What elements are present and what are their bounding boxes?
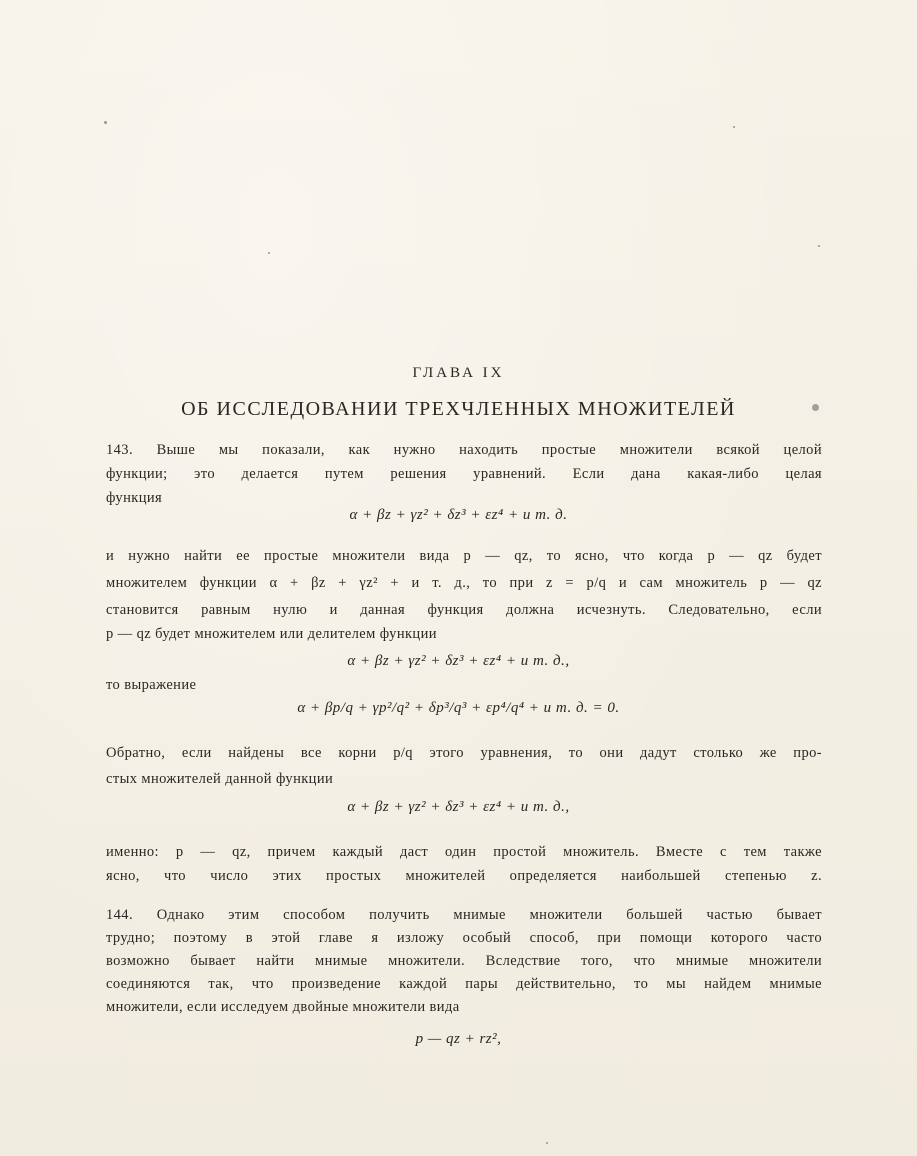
- ink-mark: [812, 404, 819, 411]
- paragraph-144-line-4: соединяются так, что произведение каждой пары действительно, то мы найдем мнимые: [106, 976, 822, 992]
- formula-series-4: α + βz + γz² + δz³ + εz⁴ + и т. д.,: [347, 799, 570, 815]
- page-speck: [104, 121, 107, 124]
- paragraph-143b-line-4: p — qz будет множителем или делителем функции: [106, 626, 437, 642]
- paragraph-143c-line-2: стых множителей данной функции: [106, 771, 334, 787]
- paragraph-143-line-2: функции; это делается путем решения уравнений. Если дана какая-либо целая: [106, 466, 822, 482]
- page-speck: [268, 252, 270, 254]
- paragraph-143d-line-1: именно: p — qz, причем каждый даст один простой множитель. Вместе с тем также: [106, 844, 822, 860]
- paragraph-143b-line-3: становится равным нулю и данная функция должна исчезнуть. Следовательно, если: [106, 602, 822, 618]
- page-speck: [818, 245, 820, 247]
- paragraph-144-line-2: трудно; поэтому в этой главе я изложу особый способ, при помощи которого часто: [106, 930, 822, 946]
- formula-quadratic-factor: p — qz + rz²,: [415, 1031, 502, 1047]
- to-expression-label: то выражение: [106, 677, 197, 693]
- paragraph-143b-line-2: множителем функции α + βz + γz² + и т. д., то при z = p/q и сам множитель p — qz: [106, 575, 822, 591]
- paragraph-143c-line-1: Обратно, если найдены все корни p/q этого уравнения, то они дадут столько же про-: [106, 745, 822, 761]
- paragraph-143d-line-2: ясно, что число этих простых множителей определяется наибольшей степенью z.: [106, 868, 822, 884]
- paragraph-144-line-1: 144. Однако этим способом получить мнимые множители большей частью бывает: [106, 907, 822, 923]
- paragraph-144-line-3: возможно бывает найти мнимые множители. Вследствие того, что мнимые множители: [106, 953, 822, 969]
- chapter-title: ОБ ИССЛЕДОВАНИИ ТРЕХЧЛЕННЫХ МНОЖИТЕЛЕЙ: [181, 398, 736, 420]
- chapter-label: ГЛАВА IX: [412, 365, 505, 381]
- formula-series-3: α + βp/q + γp²/q² + δp³/q³ + εp⁴/q⁴ + и т. д. = 0.: [297, 700, 620, 716]
- paragraph-143-line-1: 143. Выше мы показали, как нужно находить простые множители всякой целой: [106, 442, 822, 458]
- paragraph-143b-line-1: и нужно найти ее простые множители вида p — qz, то ясно, что когда p — qz будет: [106, 548, 822, 564]
- paragraph-143-line-3: функция: [106, 490, 163, 506]
- formula-series-2: α + βz + γz² + δz³ + εz⁴ + и т. д.,: [347, 653, 570, 669]
- page-speck: [733, 126, 735, 128]
- page-speck: [546, 1142, 548, 1144]
- formula-series-1: α + βz + γz² + δz³ + εz⁴ + и т. д.: [349, 507, 568, 523]
- paragraph-144-line-5: множители, если исследуем двойные множители вида: [106, 999, 460, 1015]
